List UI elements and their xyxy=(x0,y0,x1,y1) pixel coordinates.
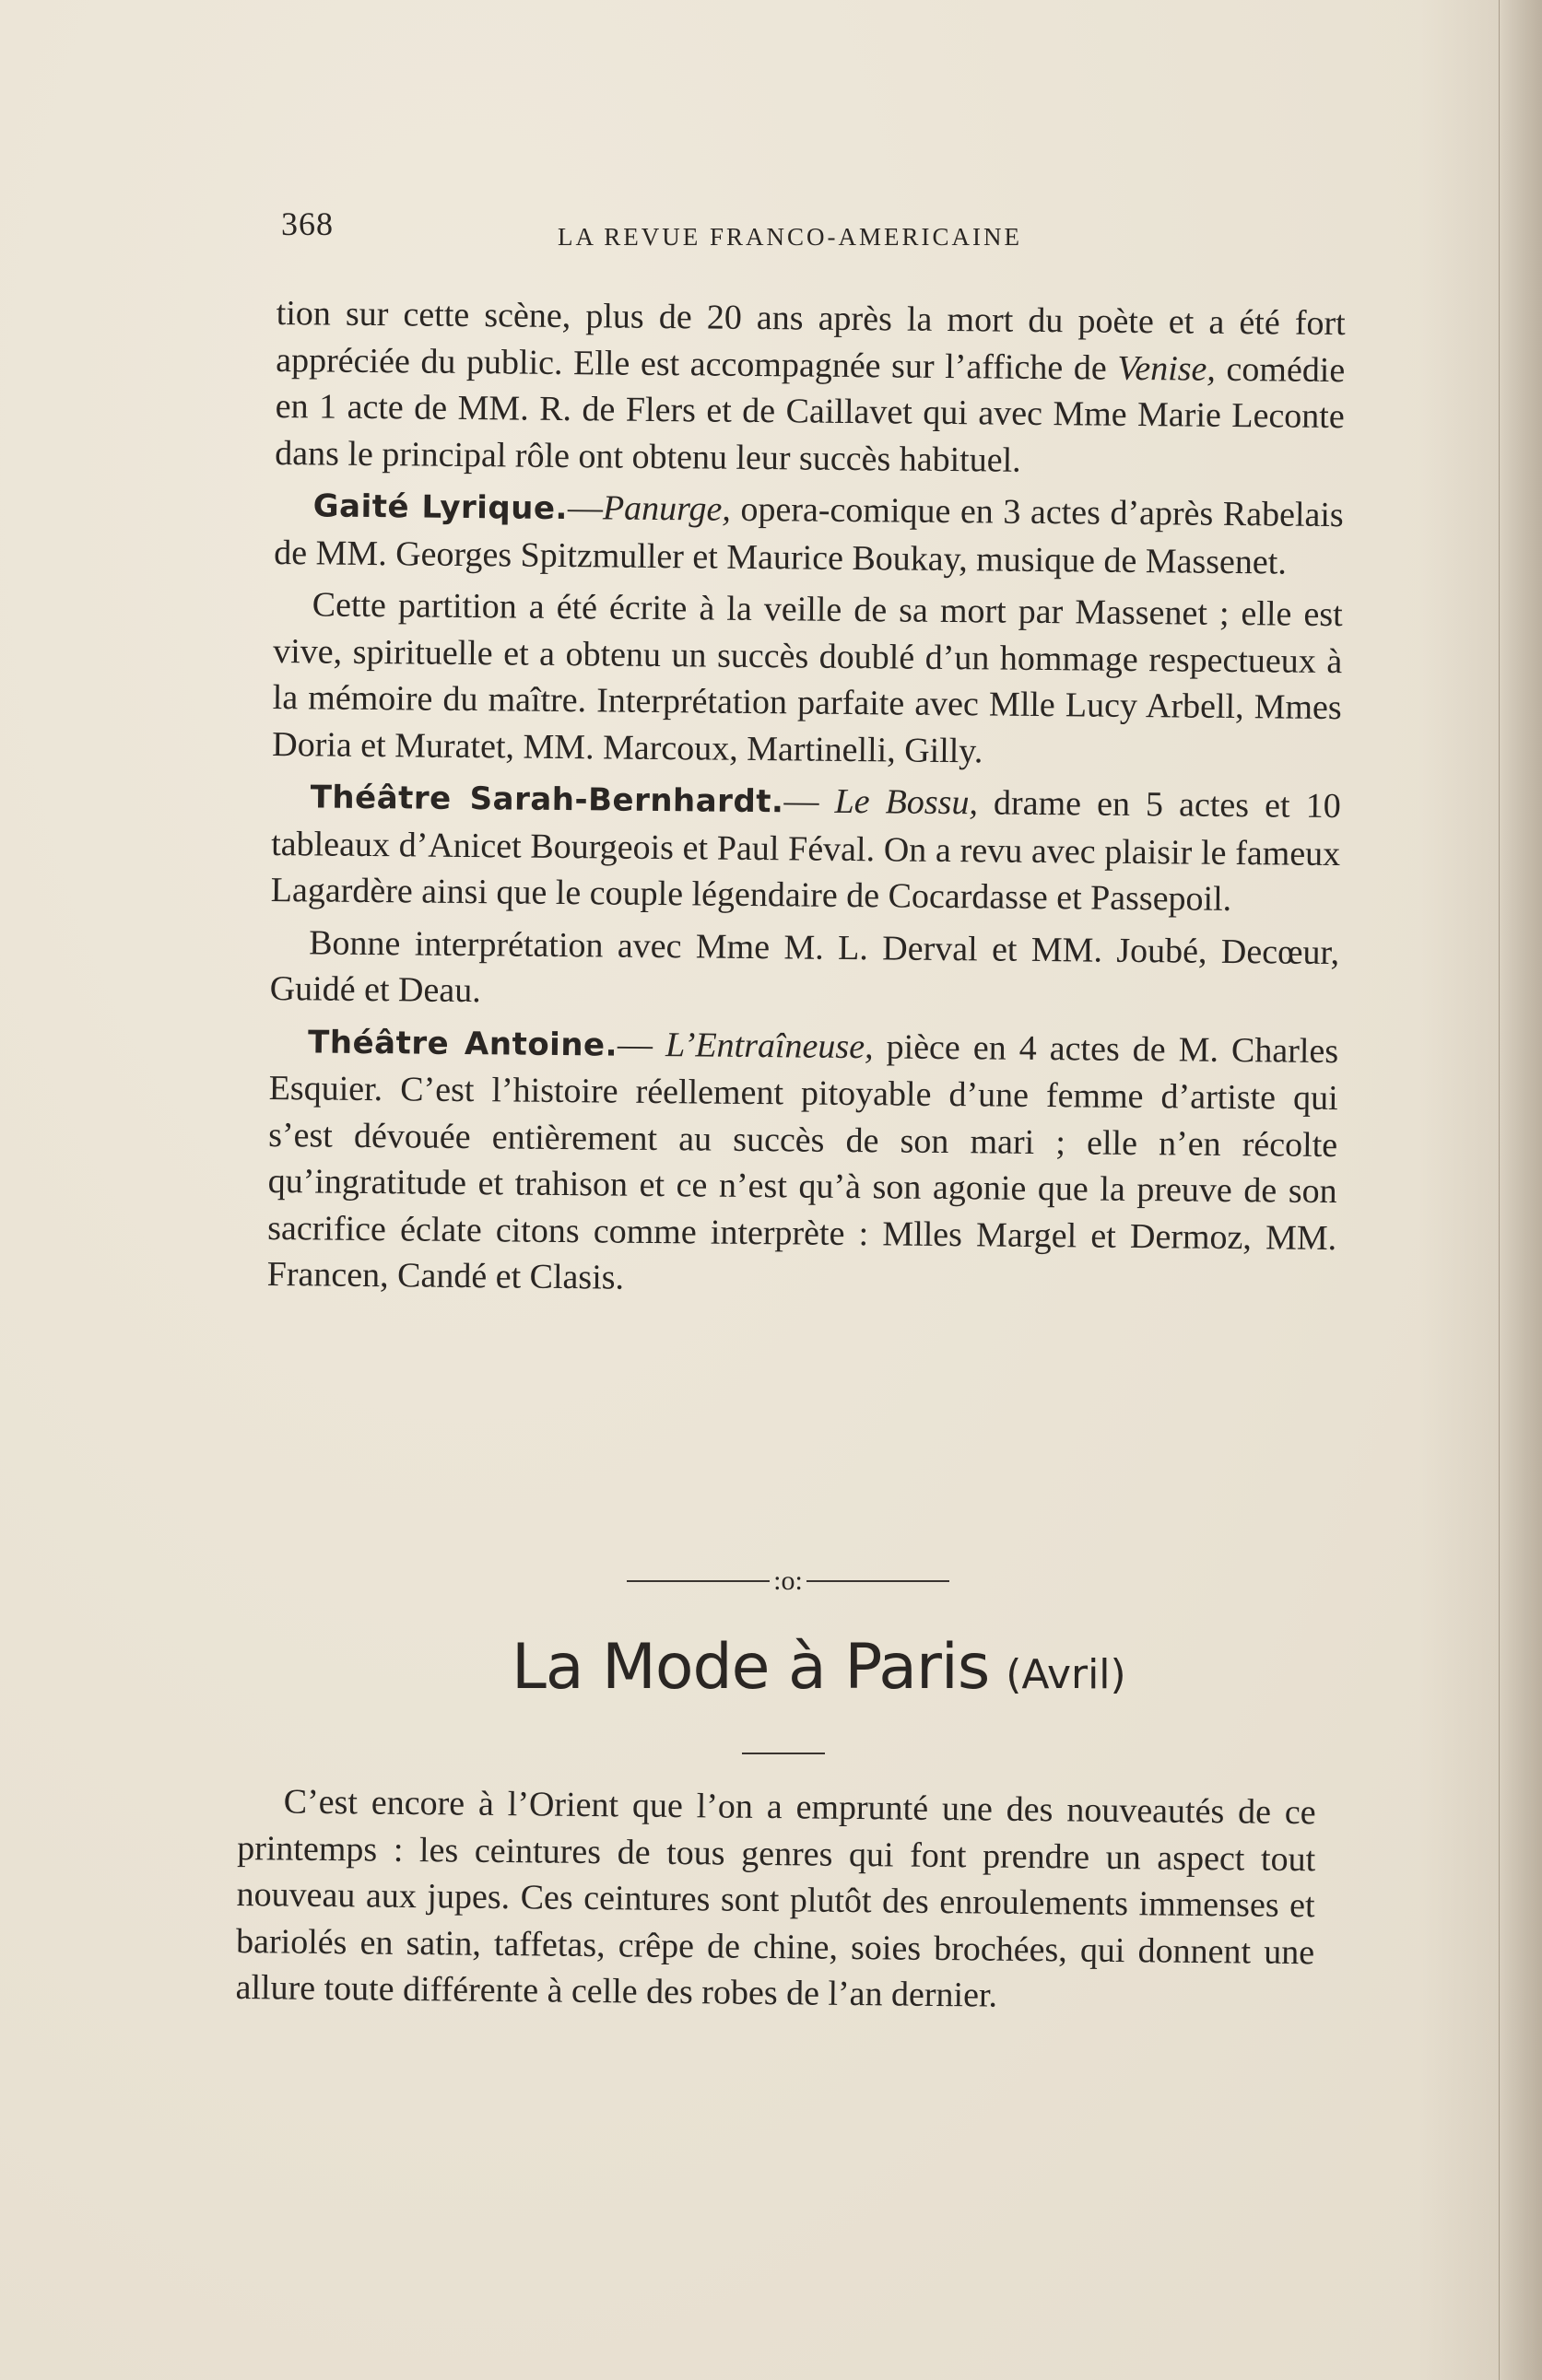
paragraph-text: tion sur cette scène, plus de 20 ans après la mort du poète et a été fort appréciée du public. Elle est accompagnée sur l’affiche de xyxy=(276,293,1346,388)
paragraph-text: drame en 5 actes et 10 tableaux d’Anicet Bourgeois et Paul Féval. On a revu avec plaisir le fameux Lagardère ainsi que le couple légendaire de Cocardasse et Passepoil. xyxy=(270,783,1341,919)
paragraph-text: Cette partition a été écrite à la veille de sa mort par Massenet ; elle est vive, spirituelle et a obtenu un succès doublé d’un hommage respectueux à la mémoire du maître. Interprétation parfaite avec Mlle Lucy Arbell, Mmes Doria et Muratet, MM. Marcoux, Martinelli, Gilly. xyxy=(272,585,1343,770)
play-title-le-bossu: Le Bossu, xyxy=(834,781,979,823)
page-header xyxy=(281,205,1092,260)
paragraph-continuation xyxy=(275,290,1346,487)
dash: — xyxy=(783,781,835,821)
page-edge xyxy=(1499,0,1542,2380)
paragraph-text: comédie en 1 acte de MM. R. de Flers et de Caillavet qui avec Mme Marie Leconte dans le principal rôle ont obtenu leur succès habituel. xyxy=(275,349,1346,480)
dash: — xyxy=(617,1025,666,1064)
theatre-name: Gaité Lyrique. xyxy=(312,487,569,528)
section-title xyxy=(512,1631,1341,1704)
page-number: 368 xyxy=(281,205,334,242)
paragraph-sarah-bernhardt xyxy=(271,773,1341,924)
paragraph-gaite-lyrique xyxy=(274,482,1344,586)
play-title-l-entraineuse: L’Entraîneuse, xyxy=(665,1025,874,1066)
play-title-venise: Venise, xyxy=(1117,348,1217,389)
paragraph-interpretation xyxy=(269,919,1339,1022)
paragraph-fashion: C’est encore à l’Orient que l’on a emprunté une des nouveautés de ce printemps : les ceintures de tous genres qui font prendre un aspect tout nouveau aux jupes. Ces ceintures sont plutôt des enroulements immenses et bariolés en satin, taffetas, crêpe de chine, soies brochées, qui donnent une allure toute différente à celle des robes de l’an dernier. xyxy=(235,1782,1316,2015)
review-text xyxy=(266,290,1346,1314)
theatre-name: Théâtre Antoine. xyxy=(307,1023,618,1064)
separator-line-right xyxy=(806,1580,949,1582)
running-head: LA REVUE FRANCO-AMERICAINE xyxy=(558,223,1023,251)
separator-line-left xyxy=(627,1580,770,1582)
section-title-main: La Mode à Paris xyxy=(512,1631,990,1704)
theatre-name: Théâtre Sarah-Bernhardt. xyxy=(310,779,784,821)
section-title-month: (Avril) xyxy=(1006,1651,1126,1698)
paragraph-text: opera-comique en 3 actes d’après Rabelais de MM. Georges Spitzmuller et Maurice Boukay, musique de Massenet. xyxy=(274,489,1344,582)
dash: — xyxy=(567,488,604,528)
paragraph-antoine xyxy=(267,1017,1339,1307)
play-title-panurge: Panurge, xyxy=(602,488,732,529)
paragraph-text: pièce en 4 actes de M. Charles Esquier. C’est l’histoire réellement pitoyable d’une femme d’artiste qui s’est dévouée entièrement au succès de son mari ; elle n’en récolte qu’ingratitude et trahison et ce n’est qu’à son agonie que la preuve de son sacrifice éclate citons comme interprète : Mlles Margel et Dermoz, MM. Francen, Candé et Clasis. xyxy=(266,1026,1339,1297)
paragraph-massenet xyxy=(272,581,1343,778)
separator-mark: :o: xyxy=(773,1565,803,1596)
title-rule xyxy=(742,1753,825,1754)
paragraph-text: Bonne interprétation avec Mme M. L. Derval et MM. Joubé, Decœur, Guidé et Deau. xyxy=(269,922,1340,1011)
section-separator xyxy=(604,1563,972,1600)
fashion-text xyxy=(235,1778,1316,2022)
